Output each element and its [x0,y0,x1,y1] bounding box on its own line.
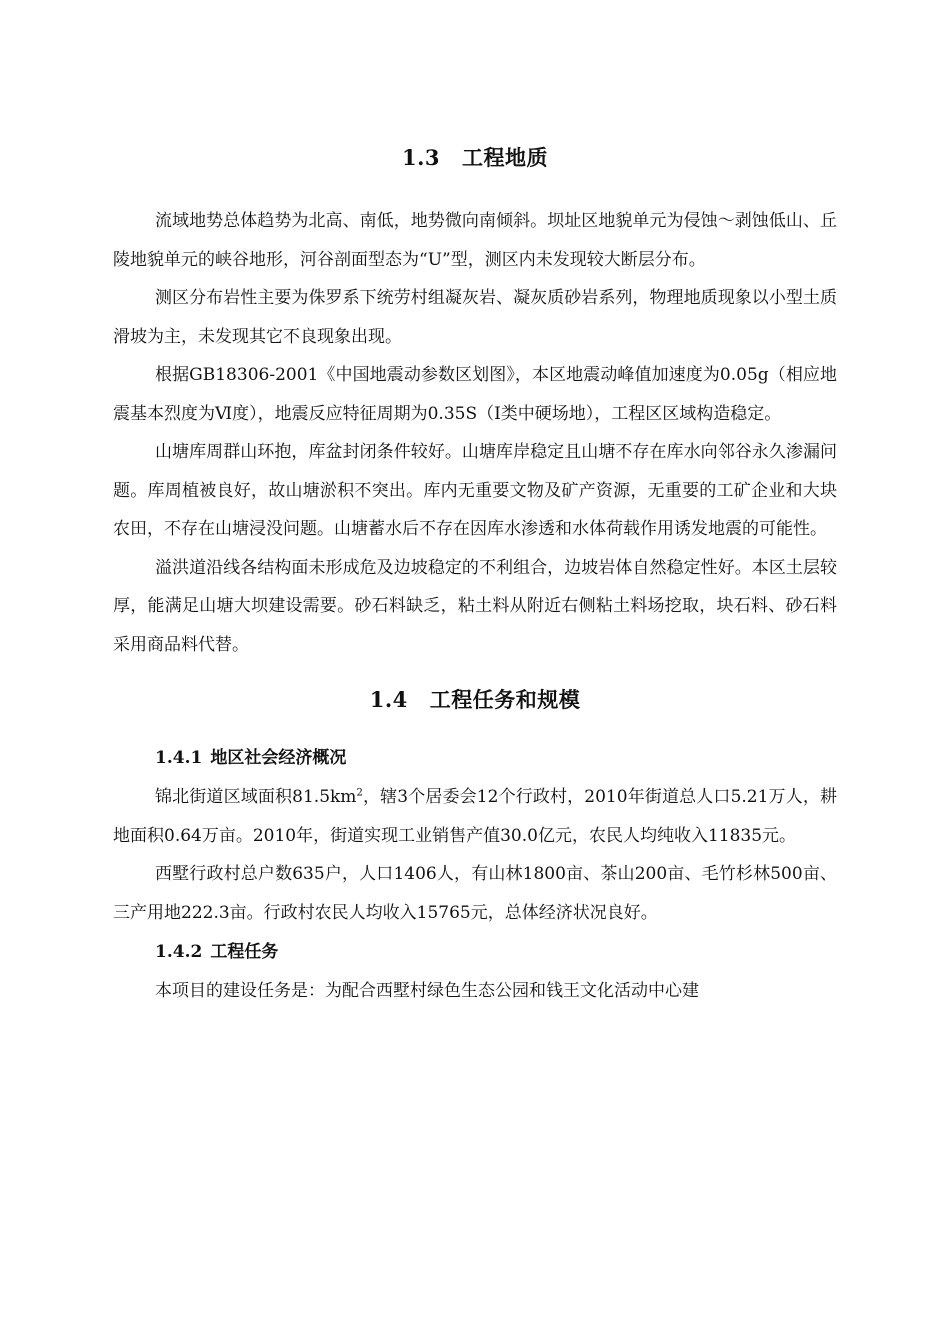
section-heading-1-3 [113,142,837,174]
subsection-heading-1-4-2 [113,932,837,972]
section-title-text: 工程地质 [462,145,549,170]
subsection-title-text: 地区社会经济概况 [210,748,347,768]
paragraph: 本项目的建设任务是：为配合西墅村绿色生态公园和钱王文化活动中心建 [155,981,699,1001]
section-title-text: 工程任务和规模 [429,687,581,712]
paragraph: 西墅行政村总户数635户，人口1406人，有山林1800亩、茶山200亩、毛竹杉林500亩、三产用地222.3亩。行政村农民人均收入15765元，总体经济状况良好。 [113,864,837,923]
unit-superscript: 2 [356,787,363,799]
subsection-heading-1-4-1 [113,738,837,778]
section-heading-1-4 [113,684,837,716]
paragraph-text: 锦北街道区域面积81.5km [155,787,357,807]
subsection-title-text: 工程任务 [210,942,279,962]
paragraph-text: ，辖3个居委会12个行政村，2010年街道总人口5.21万人，耕地面积0.64万亩。2010年，街道实现工业销售产值30.0亿元，农民人均纯收入11835元。 [113,787,837,846]
subsection-number: 1.4.2 [155,942,203,962]
section-number: 1.3 [401,145,441,170]
paragraph: 根据GB18306-2001《中国地震动参数区划图》，本区地震动峰值加速度为0.05g（相应地震基本烈度为Ⅵ度），地震反应特征周期为0.35S（Ⅰ类中硬场地），工程区区域构造稳定。 [113,365,837,424]
page-content [113,142,837,1011]
paragraph: 流域地势总体趋势为北高、南低，地势微向南倾斜。坝址区地貌单元为侵蚀～剥蚀低山、丘陵地貌单元的峡谷地形，河谷剖面型态为“U”型，测区内未发现较大断层分布。 [113,211,837,270]
paragraph: 溢洪道沿线各结构面未形成危及边坡稳定的不利组合，边坡岩体自然稳定性好。本区土层较厚，能满足山塘大坝建设需要。砂石料缺乏，粘土料从附近右侧粘土料场挖取，块石料、砂石料采用商品料代替。 [113,557,837,655]
paragraph: 山塘库周群山环抱，库盆封闭条件较好。山塘库岸稳定且山塘不存在库水向邻谷永久渗漏问题。库周植被良好，故山塘淤积不突出。库内无重要文物及矿产资源，无重要的工矿企业和大块农田，不存在山塘浸没问题。山塘蓄水后不存在因库水渗透和水体荷载作用诱发地震的可能性。 [113,442,837,539]
subsection-number: 1.4.1 [155,748,203,768]
paragraph: 测区分布岩性主要为侏罗系下统劳村组凝灰岩、凝灰质砂岩系列，物理地质现象以小型土质滑坡为主，未发现其它不良现象出现。 [113,288,837,347]
paragraph [113,778,837,855]
section-number: 1.4 [369,687,408,712]
